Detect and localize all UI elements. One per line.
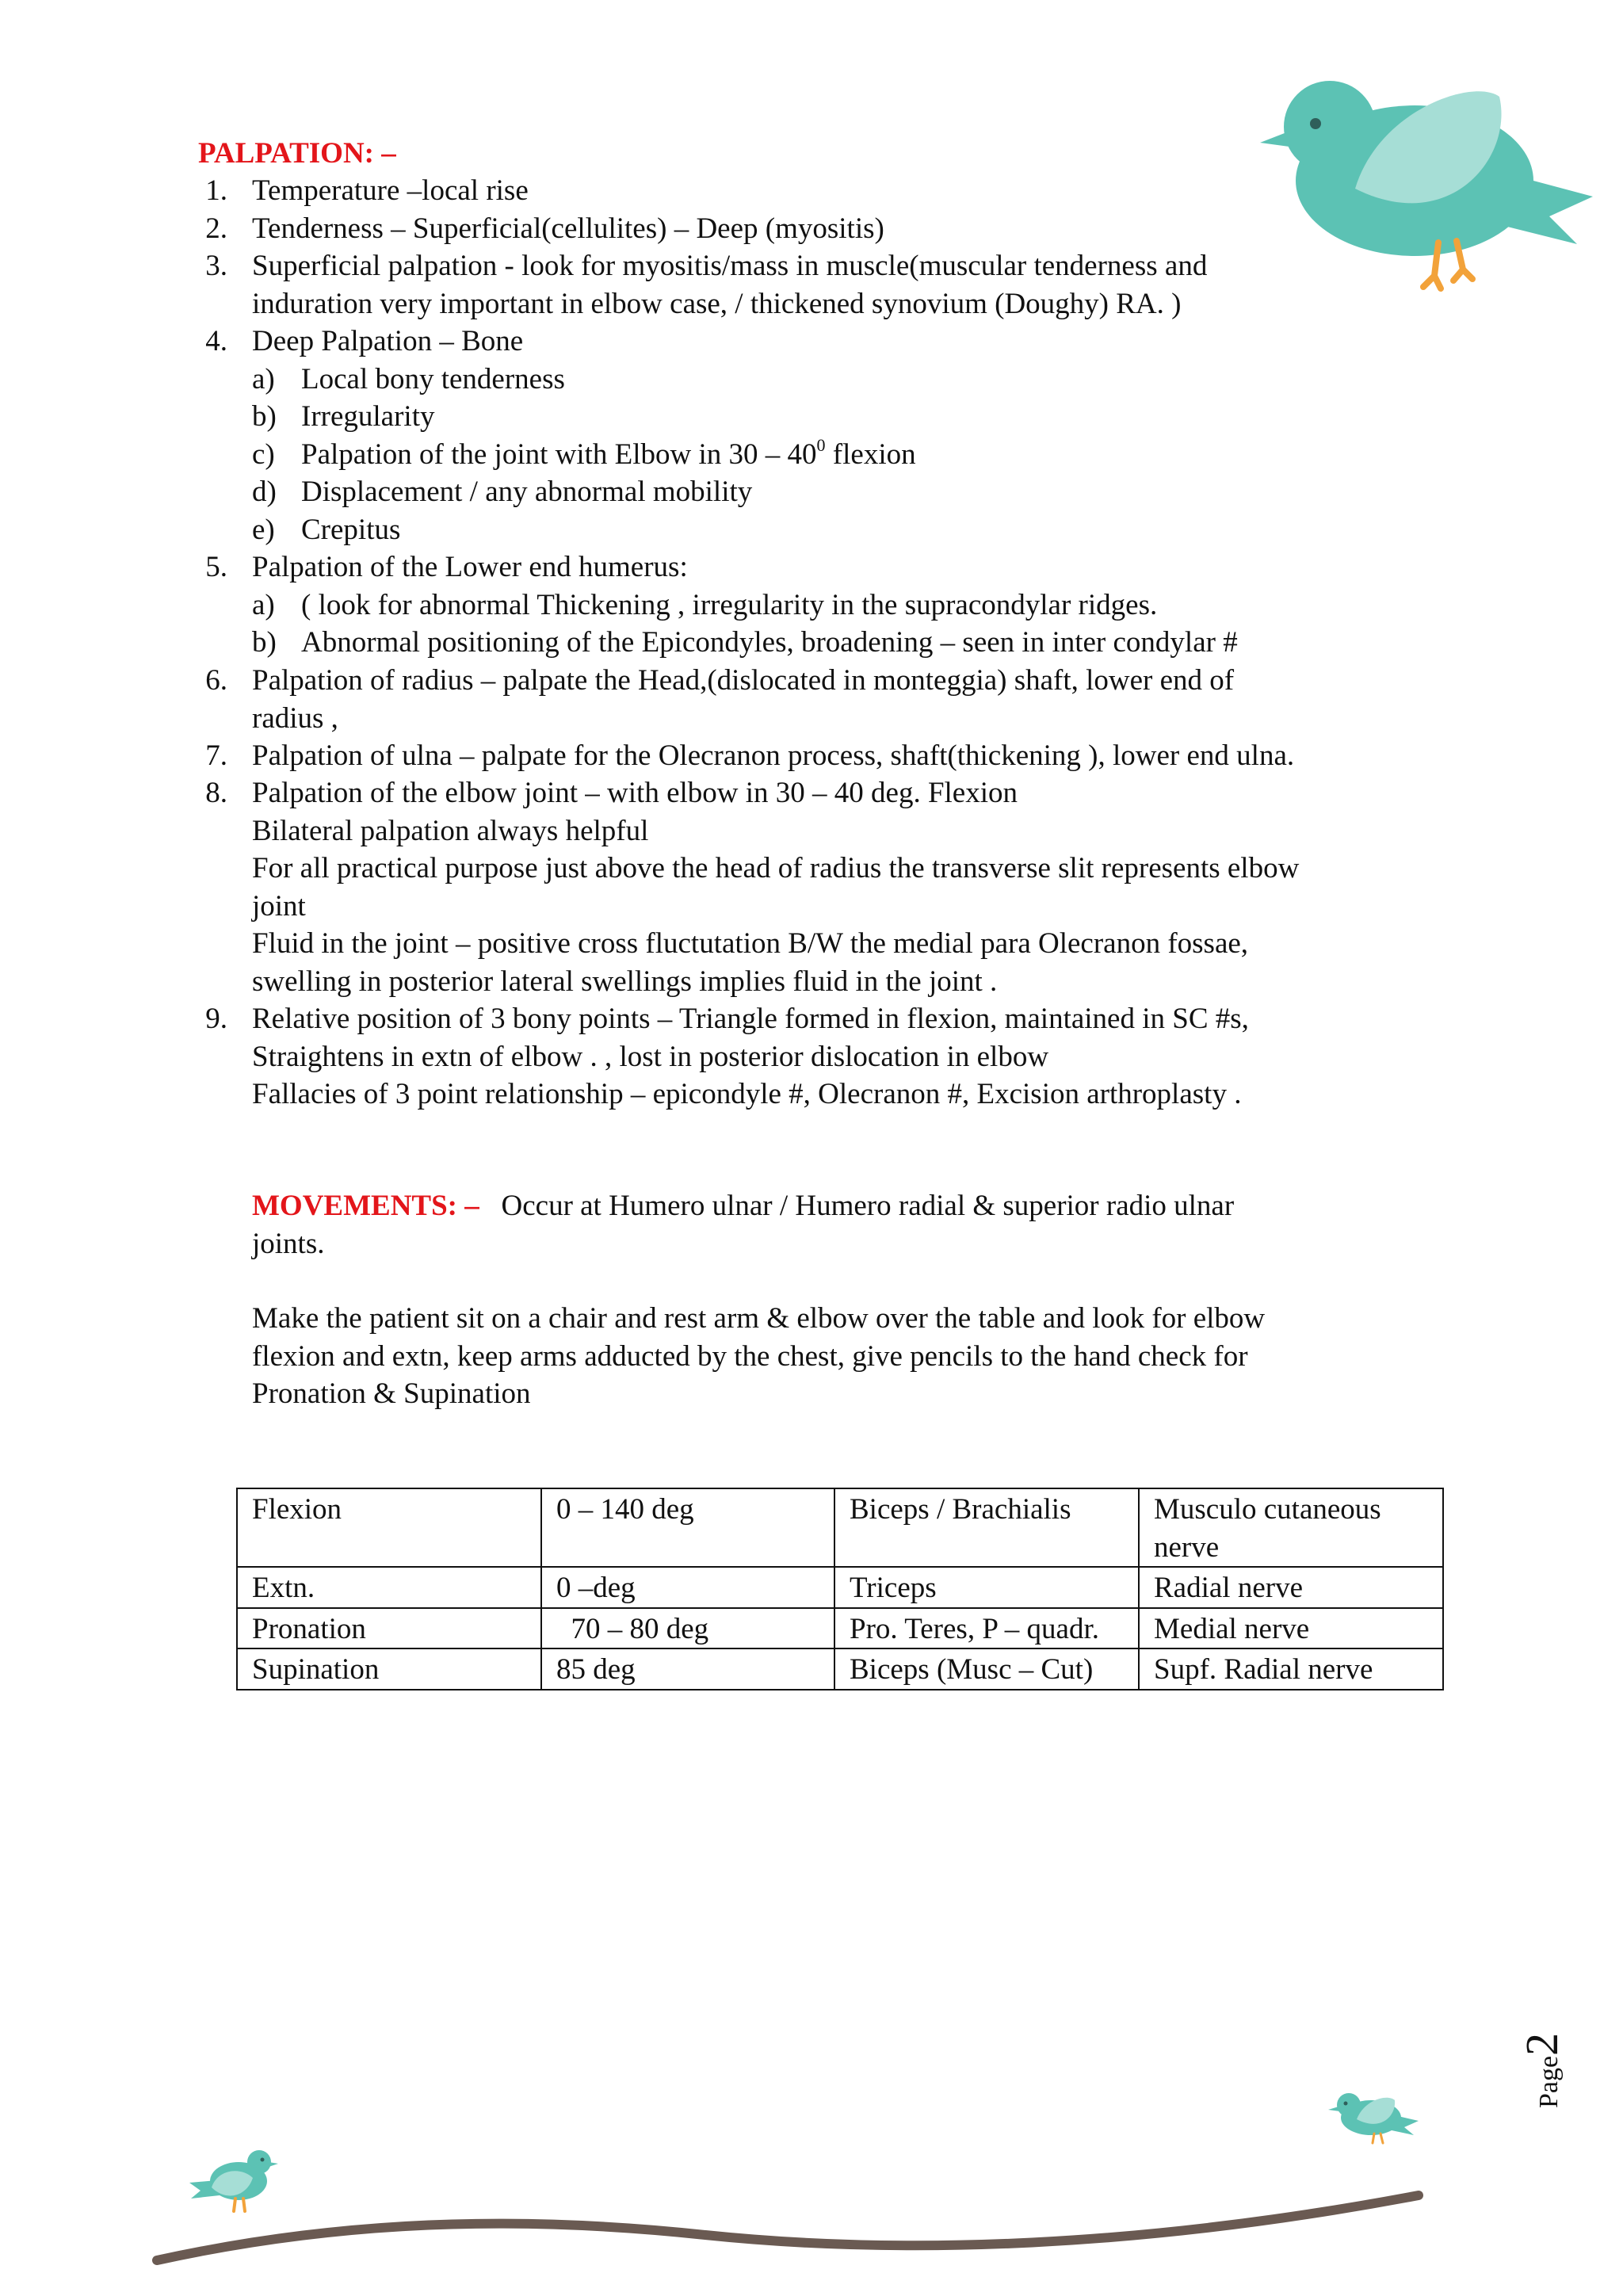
list-number: 8. (205, 777, 227, 809)
bird-illustration-small (1325, 2084, 1420, 2148)
sub-letter: a) (252, 363, 275, 395)
table-cell: Radial nerve (1139, 1567, 1443, 1608)
sub-item-text: Crepitus (301, 514, 401, 546)
table-cell: Biceps (Musc – Cut) (834, 1648, 1139, 1690)
sub-letter: e) (252, 514, 275, 546)
table-cell: Pro. Teres, P – quadr. (834, 1608, 1139, 1649)
movements-text: Occur at Humero ulnar / Humero radial & superior radio ulnar (479, 1190, 1235, 1222)
movements-table (236, 1488, 1444, 1690)
instruction-line: Make the patient sit on a chair and rest arm & elbow over the table and look for elbow (252, 1302, 1266, 1335)
table-cell: Flexion (237, 1488, 541, 1567)
list-item-text: Deep Palpation – Bone (252, 325, 524, 357)
list-item-text: Relative position of 3 bony points – Triangle formed in flexion, maintained in SC #s, (252, 1003, 1249, 1035)
list-item-text: joint (252, 889, 306, 923)
sub-letter: d) (252, 476, 277, 508)
table-cell: Triceps (834, 1567, 1139, 1608)
section-heading-movements: MOVEMENTS: – (252, 1190, 479, 1222)
movements-text: joints. (252, 1227, 325, 1260)
instruction-line: Pronation & Supination (252, 1377, 531, 1410)
sub-item-text: Irregularity (301, 400, 435, 433)
page-number (1515, 1997, 1568, 2108)
list-item-text: induration very important in elbow case, / thickened synovium (Doughy) RA. ) (252, 287, 1182, 320)
list-item-text: Palpation of radius – palpate the Head,(dislocated in monteggia) shaft, lower end of (252, 664, 1235, 697)
table-cell: Supination (237, 1648, 541, 1690)
sub-item-text: Displacement / any abnormal mobility (301, 476, 753, 508)
table-cell: Medial nerve (1139, 1608, 1443, 1649)
sub-item-text: Palpation of the joint with Elbow in $30 - 40^0$ flexion (301, 435, 916, 471)
list-item-text: Straightens in extn of elbow . , lost in posterior dislocation in elbow (252, 1040, 1049, 1073)
list-item-text: radius , (252, 701, 338, 735)
list-item-text: Palpation of ulna – palpate for the Olecranon process, shaft(thickening ), lower end ulna. (252, 739, 1295, 772)
list-item-text: For all practical purpose just above the head of radius the transverse slit represents elbow (252, 852, 1300, 884)
table-cell: Biceps / Brachialis (834, 1488, 1139, 1567)
list-item-text: Temperature –local rise (252, 174, 529, 207)
table-cell: 0 – 140 deg (541, 1488, 834, 1567)
section-heading-palpation: PALPATION: – (198, 137, 396, 170)
movements-instructions (252, 1300, 1441, 1413)
table-cell: Pronation (237, 1608, 541, 1649)
instruction-line: flexion and extn, keep arms adducted by the chest, give pencils to the hand check for (252, 1339, 1248, 1373)
list-item-text: Palpation of the Lower end humerus: (252, 551, 688, 583)
list-number: 9. (205, 1003, 227, 1035)
list-number: 4. (205, 325, 227, 357)
movements-paragraph (252, 1187, 1441, 1263)
bird-on-branch-icon (186, 2140, 281, 2219)
list-item-text: Fluid in the joint – positive cross fluctutation B/W the medial para Olecranon fossae, (252, 927, 1249, 960)
page-label: Page (1534, 2055, 1564, 2108)
list-number: 3. (205, 250, 227, 282)
list-number: 5. (205, 551, 227, 583)
page-number-value: 2 (1516, 2032, 1568, 2056)
list-item-text: Bilateral palpation always helpful (252, 814, 649, 847)
table-cell: Musculo cutaneous nerve (1139, 1488, 1443, 1567)
sub-letter: b) (252, 626, 277, 659)
list-number: 2. (205, 212, 227, 245)
table-row (237, 1648, 1443, 1690)
sub-item-text: Abnormal positioning of the Epicondyles, broadening – seen in inter condylar # (301, 626, 1238, 659)
sub-letter: c) (252, 438, 275, 471)
table-row (237, 1567, 1443, 1608)
table-row (237, 1608, 1443, 1649)
branch-illustration (151, 2179, 1450, 2267)
table-cell: Extn. (237, 1567, 541, 1608)
sub-letter: b) (252, 400, 277, 433)
sub-item-text: Local bony tenderness (301, 363, 565, 395)
list-item-text: swelling in posterior lateral swellings implies fluid in the joint . (252, 965, 998, 998)
list-item-text: Superficial palpation - look for myositis/mass in muscle(muscular tenderness and (252, 250, 1208, 282)
superscript: 0 (816, 435, 826, 455)
table-cell: 70 – 80 deg (541, 1608, 834, 1649)
table-cell: Supf. Radial nerve (1139, 1648, 1443, 1690)
table-cell: 85 deg (541, 1648, 834, 1690)
table-cell: 0 –deg (541, 1567, 834, 1608)
table-row (237, 1488, 1443, 1567)
sub-letter: a) (252, 589, 275, 621)
list-number: 6. (205, 664, 227, 697)
list-number: 1. (205, 174, 227, 207)
list-item-text: Palpation of the elbow joint – with elbow in 30 – 40 deg. Flexion (252, 777, 1018, 809)
sub-item-text: ( look for abnormal Thickening , irregularity in the supracondylar ridges. (301, 589, 1158, 621)
list-item-text: Fallacies of 3 point relationship – epicondyle #, Olecranon #, Excision arthroplasty . (252, 1078, 1242, 1110)
list-number: 7. (205, 739, 227, 772)
list-item-text: Tenderness – Superficial(cellulites) – Deep (myositis) (252, 212, 884, 245)
